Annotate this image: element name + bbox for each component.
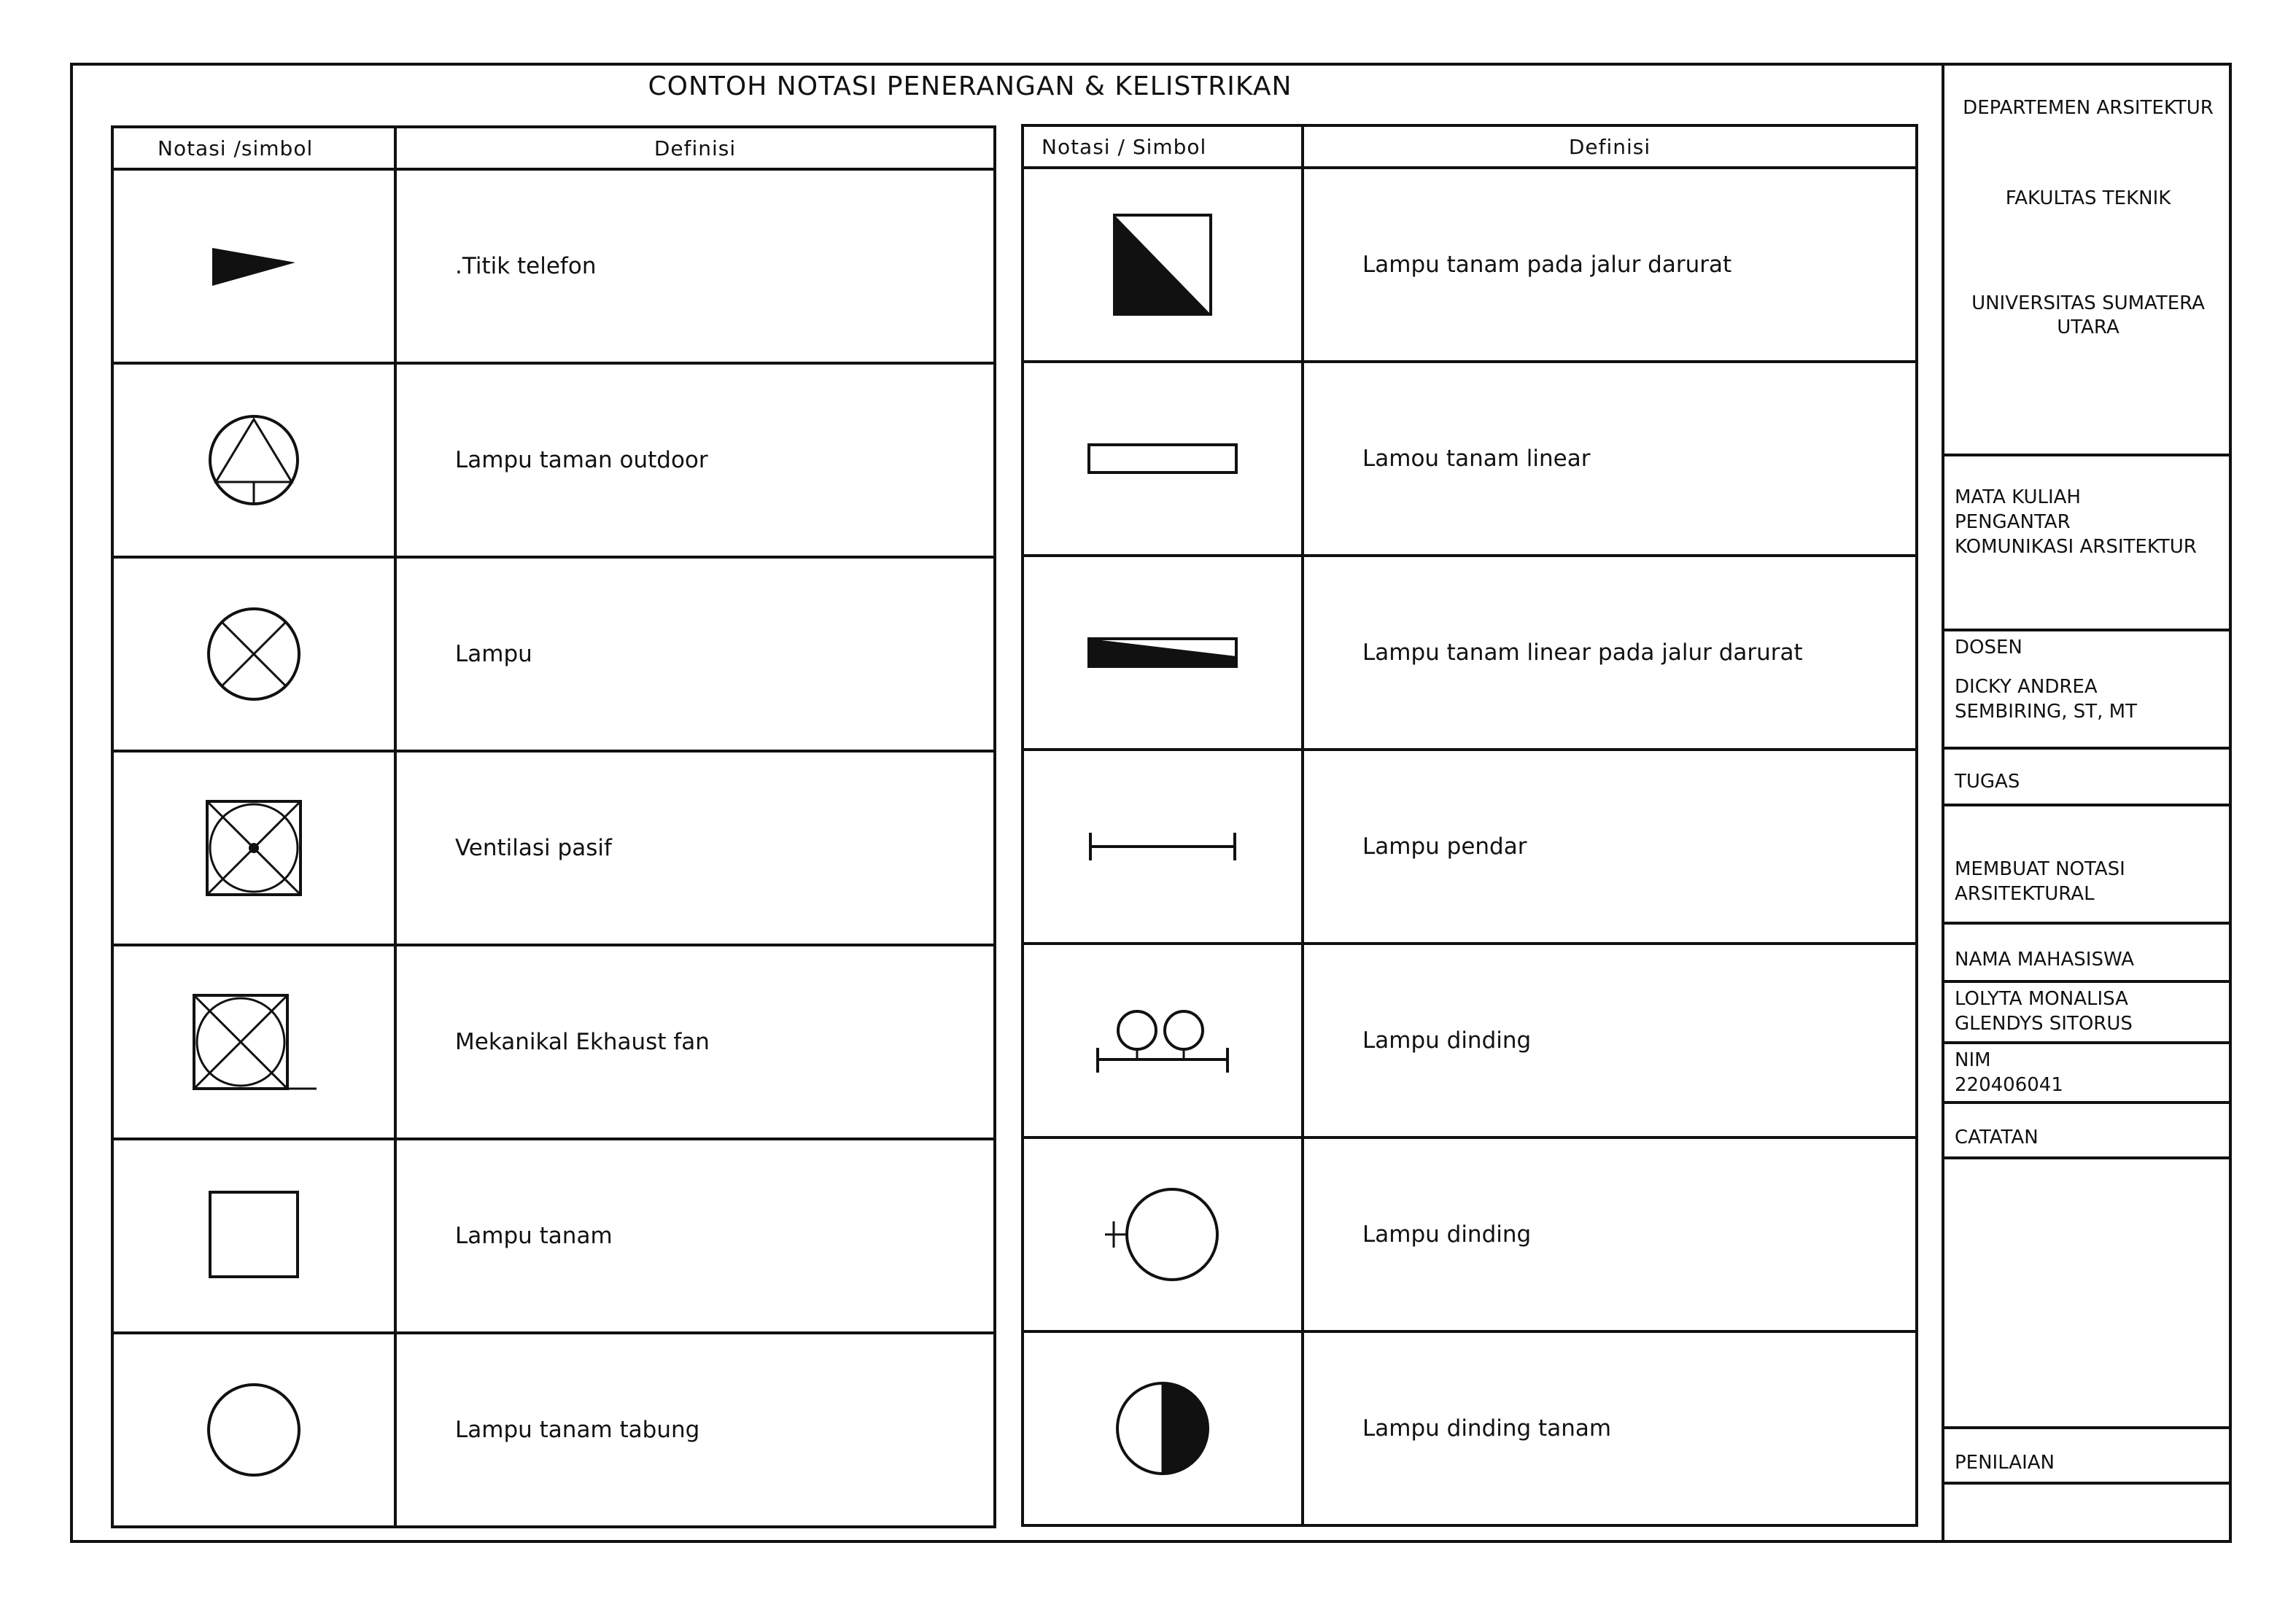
definition-cell: Lampu taman outdoor: [395, 363, 995, 557]
symbol-cell: [1023, 750, 1303, 944]
lecturer-line1: DICKY ANDREA: [1955, 675, 2098, 698]
notes-area: [1944, 1159, 2232, 1429]
definition-column-header: Definisi: [395, 127, 995, 169]
table-row: [112, 363, 995, 557]
definition-cell: Lampu tanam linear pada jalur darurat: [1303, 556, 1917, 750]
definition-cell: Lamou tanam linear: [1303, 362, 1917, 556]
grade-label-block: [1944, 1429, 2232, 1485]
definition-cell: Lampu dinding: [1303, 944, 1917, 1138]
table-row: [112, 751, 995, 945]
emergency-linear-lamp-icon: [1086, 634, 1239, 671]
nim-label: NIM: [1955, 1049, 1991, 1071]
task-label-block: [1944, 750, 2232, 806]
task-line1: MEMBUAT NOTASI: [1955, 858, 2125, 880]
student-label: NAMA MAHASISWA: [1955, 949, 2135, 971]
symbol-cell: [1023, 944, 1303, 1138]
table-row: [112, 945, 995, 1139]
definition-cell: Lampu pendar: [1303, 750, 1917, 944]
student-line1: LOLYTA MONALISA: [1955, 988, 2128, 1010]
definition-cell: Ventilasi pasif: [395, 751, 995, 945]
department-label: DEPARTEMEN ARSITEKTUR: [1963, 97, 2214, 119]
symbol-cell: [1023, 1138, 1303, 1331]
fluorescent-lamp-icon: [1086, 828, 1239, 865]
table-row: [112, 557, 995, 751]
symbol-cell: [112, 557, 395, 751]
definition-cell: Lampu tanam pada jalur darurat: [1303, 168, 1917, 362]
student-label-block: [1944, 925, 2232, 983]
page-title: CONTOH NOTASI PENERANGAN & KELISTRIKAN: [648, 71, 1292, 101]
symbol-cell: [112, 751, 395, 945]
symbol-column-header: Notasi / Simbol: [1023, 125, 1303, 168]
table-row: [1023, 362, 1917, 556]
lecturer-block: [1944, 631, 2232, 750]
lecturer-label: DOSEN: [1955, 637, 2022, 658]
recessed-lamp-square-icon: [206, 1189, 301, 1283]
symbol-cell: [112, 169, 395, 363]
emergency-recessed-lamp-icon: [1112, 212, 1214, 317]
task-line2: ARSITEKTURAL: [1955, 882, 2095, 905]
double-wall-lamp-icon: [1093, 1004, 1232, 1077]
recessed-wall-lamp-icon: [1112, 1377, 1214, 1479]
table-row: [1023, 750, 1917, 944]
symbol-cell: [112, 1333, 395, 1527]
definition-cell: Lampu dinding: [1303, 1138, 1917, 1331]
table-row: [112, 1333, 995, 1527]
symbol-cell: [1023, 362, 1303, 556]
nim-block: [1944, 1044, 2232, 1104]
course-line1: PENGANTAR: [1955, 510, 2071, 533]
exhaust-fan-icon: [188, 991, 319, 1093]
linear-recessed-lamp-icon: [1086, 440, 1239, 477]
symbol-column-header: Notasi /simbol: [112, 127, 395, 169]
table-header-row: [112, 127, 995, 169]
nim-value: 220406041: [1955, 1073, 2063, 1096]
table-row: [1023, 556, 1917, 750]
table-row: [1023, 168, 1917, 362]
title-block: [1942, 63, 2232, 1543]
notes-label-block: [1944, 1104, 2232, 1159]
recessed-tube-lamp-icon: [203, 1379, 305, 1481]
left-notation-table: [111, 125, 996, 1528]
outdoor-garden-lamp-icon: [203, 409, 305, 511]
telephone-point-icon: [206, 241, 301, 292]
table-row: [112, 1139, 995, 1333]
grade-area: [1944, 1485, 2232, 1540]
symbol-cell: [112, 945, 395, 1139]
student-line2: GLENDYS SITORUS: [1955, 1012, 2133, 1035]
definition-cell: .Titik telefon: [395, 169, 995, 363]
definition-column-header: Definisi: [1303, 125, 1917, 168]
course-line2: KOMUNIKASI ARSITEKTUR: [1955, 535, 2197, 558]
definition-cell: Lampu tanam: [395, 1139, 995, 1333]
university-line2: UTARA: [2057, 316, 2119, 339]
table-row: [1023, 944, 1917, 1138]
passive-ventilation-icon: [203, 797, 305, 899]
course-label: MATA KULIAH: [1955, 486, 2081, 508]
wall-lamp-icon: [1101, 1183, 1225, 1286]
table-row: [112, 169, 995, 363]
definition-cell: Lampu tanam tabung: [395, 1333, 995, 1527]
right-notation-table: [1021, 124, 1918, 1527]
lamp-icon: [203, 603, 305, 705]
grade-label: PENILAIAN: [1955, 1452, 2055, 1474]
symbol-cell: [1023, 1331, 1303, 1525]
task-label: TUGAS: [1955, 771, 2020, 793]
notes-label: CATATAN: [1955, 1127, 2039, 1148]
task-block: [1944, 806, 2232, 925]
faculty-label: FAKULTAS TEKNIK: [2005, 187, 2171, 209]
lecturer-line2: SEMBIRING, ST, MT: [1955, 700, 2137, 723]
table-row: [1023, 1331, 1917, 1525]
definition-cell: Lampu dinding tanam: [1303, 1331, 1917, 1525]
symbol-cell: [1023, 168, 1303, 362]
table-row: [1023, 1138, 1917, 1331]
table-header-row: [1023, 125, 1917, 168]
symbol-cell: [112, 1139, 395, 1333]
symbol-cell: [112, 363, 395, 557]
symbol-cell: [1023, 556, 1303, 750]
definition-cell: Mekanikal Ekhaust fan: [395, 945, 995, 1139]
definition-cell: Lampu: [395, 557, 995, 751]
student-block: [1944, 983, 2232, 1044]
institution-block: [1944, 63, 2232, 456]
university-line1: UNIVERSITAS SUMATERA: [1971, 292, 2205, 314]
course-block: [1944, 456, 2232, 631]
